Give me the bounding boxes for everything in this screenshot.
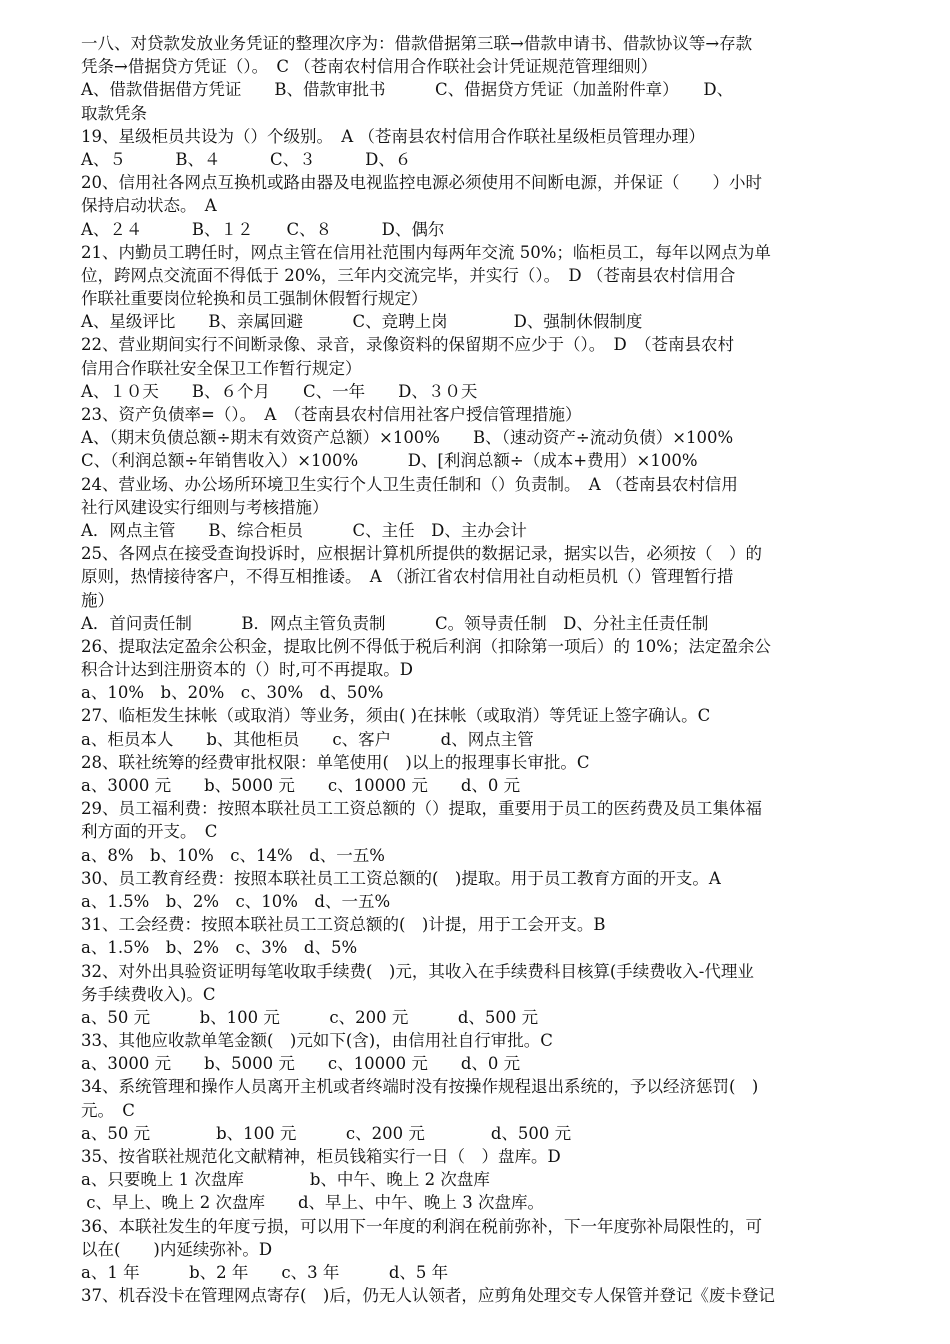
text-line: a、1.5% b、2% c、10% d、一五% — [81, 891, 391, 911]
text-line: 30、员工教育经费：按照本联社员工工资总额的( )提取。用于员工教育方面的开支。A — [81, 868, 721, 888]
text-line: 信用合作联社安全保卫工作暂行规定） — [81, 358, 362, 378]
text-line: 31、工会经费：按照本联社员工工资总额的( )计提，用于工会开支。B — [81, 915, 606, 935]
text-line: 35、按省联社规范化文献精神，柜员钱箱实行一日（ ）盘库。D — [81, 1147, 561, 1166]
text-line: 37、机吞没卡在管理网点寄存( )后，仍无人认领者，应剪角处理交专人保管并登记《废卡登记 — [81, 1286, 775, 1306]
text-line: A、１０天 B、６个月 C、一年 D、３０天 — [81, 381, 478, 401]
text-line: 29、员工福利费：按照本联社员工工资总额的（）提取，重要用于员工的医药费及员工集体福 — [81, 799, 762, 819]
text-line: A、星级评比 B、亲属回避 C、竞聘上岗 D、强制休假制度 — [81, 312, 643, 332]
text-line: a、50 元 b、100 元 c、200 元 d、500 元 — [81, 1123, 572, 1143]
text-line: 20、信用社各网点互换机或路由器及电视监控电源必须使用不间断电源，并保证（ ）小时 — [81, 173, 762, 193]
text-line: 一八、对贷款发放业务凭证的整理次序为：借款借据第三联→借款申请书、借款协议等→存款 — [81, 34, 753, 53]
text-line: 24、营业场、办公场所环境卫生实行个人卫生责任制和（）负责制。 A （苍南县农村信用 — [81, 474, 738, 494]
text-line: 施） — [81, 590, 114, 610]
text-line: 23、资产负债率=（）。 A （苍南县农村信用社客户授信管理措施） — [81, 405, 582, 424]
text-line: a、50 元 b、100 元 c、200 元 d、500 元 — [81, 1007, 539, 1027]
text-line: 26、提取法定盈余公积金，提取比例不得低于税后利润（扣除第一项后）的 10%；法定盈余公 — [81, 636, 771, 656]
text-line: 利方面的开支。 C — [81, 822, 218, 842]
text-line: a、10% b、20% c、30% d、50% — [81, 683, 384, 703]
text-line: a、1 年 b、2 年 c、3 年 d、5 年 — [81, 1262, 449, 1282]
text-line: C、（利润总额÷年销售收入）×100% D、[利润总额÷（成本+费用）×100% — [81, 451, 698, 471]
text-line: 36、本联社发生的年度亏损，可以用下一年度的利润在税前弥补，下一年度弥补局限性的，可 — [81, 1216, 762, 1236]
text-line: 25、各网点在接受查询投诉时，应根据计算机所提供的数据记录，据实以告，必须按（ ）的 — [81, 544, 762, 564]
text-line: 19、星级柜员共设为（）个级别。 A （苍南县农村信用合作联社星级柜员管理办理） — [81, 126, 705, 146]
text-line: 凭条→借据贷方凭证（）。 C （苍南农村信用合作联社会计凭证规范管理细则） — [81, 57, 658, 77]
text-line: A．首问责任制 B．网点主管负责制 C。领导责任制 D、分社主任责任制 — [81, 613, 709, 633]
text-line: A、（期末负债总额÷期末有效资产总额）×100% B、（速动资产÷流动负债）×100% — [81, 428, 734, 448]
text-line: 33、其他应收款单笔金额( )元如下(含)，由信用社自行审批。C — [81, 1031, 553, 1051]
text-line: A．网点主管 B、综合柜员 C、主任 D、主办会计 — [81, 520, 527, 540]
text-line: a、3000 元 b、5000 元 c、10000 元 d、0 元 — [81, 1054, 521, 1074]
text-line: 位，跨网点交流面不得低于 20%，三年内交流完毕，并实行（）。 D （苍南县农村信用合 — [81, 265, 736, 285]
text-line: a、1.5% b、2% c、3% d、5% — [81, 938, 358, 958]
text-line: a、柜员本人 b、其他柜员 c、客户 d、网点主管 — [81, 729, 534, 749]
text-line: 28、联社统筹的经费审批权限：单笔使用( )以上的报理事长审批。C — [81, 752, 590, 772]
text-line: A、５ B、４ C、３ D、６ — [81, 149, 412, 169]
text-line: 社行风建设实行细则与考核措施） — [81, 497, 329, 517]
text-line: 原则，热情接待客户，不得互相推诿。 A （浙江省农村信用社自动柜员机（）管理暂行措 — [81, 567, 734, 587]
text-line: 21、内勤员工聘任时，网点主管在信用社范围内每两年交流 50%；临柜员工，每年以网点为单 — [81, 242, 771, 262]
text-line: 务手续费收入)。C — [81, 984, 216, 1004]
text-line: 作联社重要岗位轮换和员工强制休假暂行规定） — [81, 289, 428, 309]
text-line: a、只要晚上 1 次盘库 b、中午、晚上 2 次盘库 — [81, 1170, 490, 1190]
text-line: A、借款借据借方凭证 B、借款审批书 C、借据贷方凭证（加盖附件章） D、 — [81, 80, 734, 100]
text-line: 积合计达到注册资本的（）时,可不再提取。D — [81, 660, 413, 680]
text-line: a、3000 元 b、5000 元 c、10000 元 d、0 元 — [81, 776, 521, 795]
text-line: 以在( )内延续弥补。D — [81, 1239, 273, 1259]
text-line: A、２４ B、１２ C、８ D、偶尔 — [81, 219, 445, 239]
text-line: 34、系统管理和操作人员离开主机或者终端时没有按操作规程退出系统的，予以经济惩罚( ) — [81, 1077, 759, 1097]
document-page — [81, 32, 876, 1307]
text-line: 取款凭条 — [81, 103, 147, 123]
text-line: 保持启动状态。 A — [81, 196, 217, 216]
text-line: 27、临柜发生抹帐（或取消）等业务，须由( )在抹帐（或取消）等凭证上签字确认。C — [81, 706, 711, 726]
text-line: a、8% b、10% c、14% d、一五% — [81, 845, 385, 865]
text-line: 元。 C — [81, 1100, 135, 1120]
text-line: 22、营业期间实行不间断录像、录音，录像资料的保留期不应少于（）。 D （苍南县农村 — [81, 335, 734, 355]
text-line: 32、对外出具验资证明每笔收取手续费( )元，其收入在手续费科目核算(手续费收入-代理业 — [81, 961, 754, 981]
text-line: c、早上、晚上 2 次盘库 d、早上、中午、晚上 3 次盘库。 — [81, 1193, 545, 1213]
